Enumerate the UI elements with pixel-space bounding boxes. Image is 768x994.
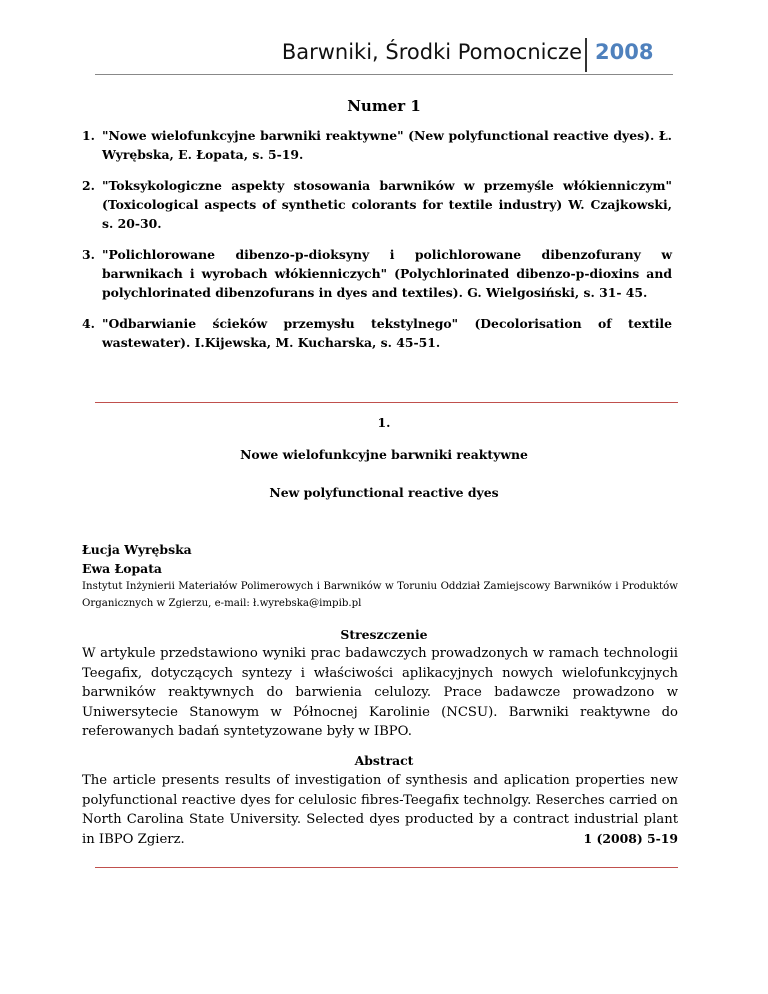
abstract-heading: Abstract <box>354 753 414 768</box>
journal-title: Barwniki, Środki Pomocnicze <box>281 40 582 64</box>
author-list <box>82 540 682 578</box>
contents-item <box>82 245 672 302</box>
article-citation: 1 (2008) 5-19 <box>583 831 678 846</box>
contents-item-number: 3. <box>82 247 95 262</box>
header-rule <box>95 74 673 75</box>
section-divider-top <box>95 402 678 403</box>
contents-item <box>82 176 672 233</box>
page-header <box>0 36 768 76</box>
table-of-contents <box>82 126 672 364</box>
contents-item-text: "Odbarwianie ścieków przemysłu tekstylnego" (Decolorisation of textile wastewater). I.Kijewska, M. Kucharska, s. 45-51. <box>102 316 672 350</box>
contents-item-text: "Toksykologiczne aspekty stosowania barwników w przemyśle włókienniczym" (Toxicological aspects of synthetic colorants for textile industry) W. Czajkowski, s. 20-30. <box>102 178 672 231</box>
author-name: Łucja Wyrębska <box>82 542 192 557</box>
streszczenie-heading: Streszczenie <box>340 627 428 642</box>
article-number: 1. <box>377 415 391 430</box>
abstract-text: The article presents results of investigation of synthesis and aplication properties new polyfunctional reactive dyes for celulosic fibres-Teegafix technolgy. Reserches carried on North Carolina State University. Selected dyes producted by a contract industrial plant in IBPO Zgierz. <box>82 773 678 847</box>
streszczenie-text: W artykule przedstawiono wyniki prac badawczych prowadzonych w ramach technologii Teegafix, dotyczących syntezy i właściwości aplikacyjnych nowych wielofunkcyjnych barwników reaktywnych do barwienia celulozy. Prace badawcze prowadzono w Uniwersytecie Stanowym w Północnej Karolinie (NCSU). Barwniki reaktywne do referowanych badań syntetyzowane były w IBPO. <box>82 646 678 739</box>
issue-title: Numer 1 <box>347 97 421 115</box>
header-divider <box>585 38 587 72</box>
contents-item-text: "Nowe wielofunkcyjne barwniki reaktywne" (New polyfunctional reactive dyes). Ł. Wyrębska, E. Łopata, s. 5-19. <box>102 128 672 162</box>
journal-year: 2008 <box>595 40 654 64</box>
author-name: Ewa Łopata <box>82 561 162 576</box>
contents-item-number: 1. <box>82 128 95 143</box>
contents-item-number: 2. <box>82 178 95 193</box>
contents-item-number: 4. <box>82 316 95 331</box>
contents-item-text: "Polichlorowane dibenzo-p-dioksyny i polichlorowane dibenzofurany w barwnikach i wyrobach włókienniczych" (Polychlorinated dibenzo-p-dioxins and polychlorinated dibenzofurans in dyes and textiles). G. Wielgosiński, s. 31- 45. <box>102 247 672 300</box>
section-divider-bottom <box>95 867 678 868</box>
author-affiliation: Instytut Inżynierii Materiałów Polimerowych i Barwników w Toruniu Oddział Zamiejscowy Barwników i Produktów Organicznych w Zgierzu, e-mail: ł.wyrebska@impib.pl <box>82 581 678 609</box>
contents-item <box>82 126 672 164</box>
article-title-pl: Nowe wielofunkcyjne barwniki reaktywne <box>240 447 528 462</box>
contents-item <box>82 314 672 352</box>
article-title-en: New polyfunctional reactive dyes <box>269 485 499 500</box>
